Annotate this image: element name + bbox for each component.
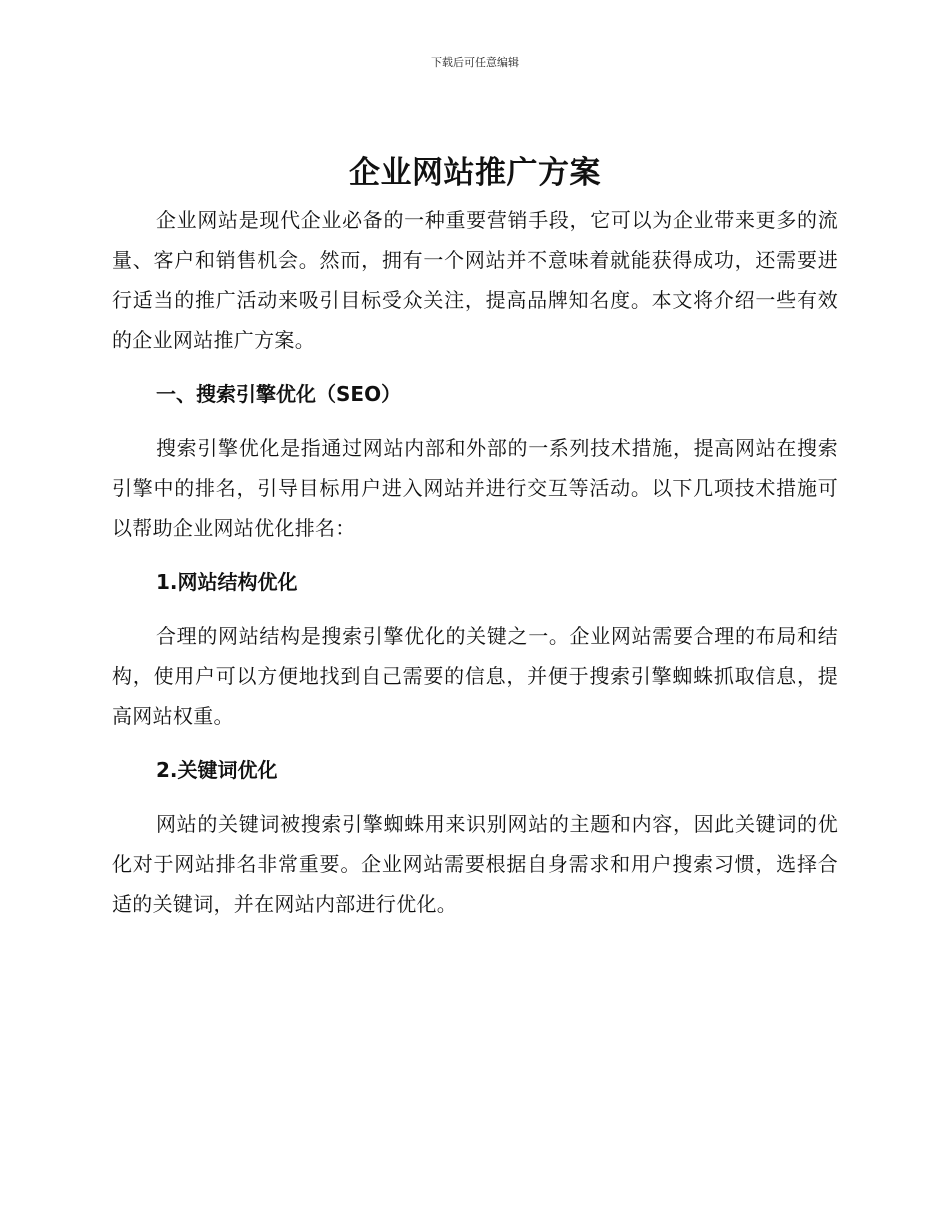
document-title: 企业网站推广方案 bbox=[349, 155, 601, 191]
subsection-heading-keywords: 2.关键词优化 bbox=[156, 758, 278, 782]
intro-paragraph: 企业网站是现代企业必备的一种重要营销手段，它可以为企业带来更多的流量、客户和销售机会。然而，拥有一个网站并不意味着就能获得成功，还需要进行适当的推广活动来吸引目标受众关注，提高品牌知名度。本文将介绍一些有效的企业网站推广方案。 bbox=[112, 208, 838, 352]
section-heading-seo: 一、搜索引擎优化（SEO） bbox=[156, 382, 402, 406]
document-body bbox=[112, 150, 838, 924]
subsection-heading-structure: 1.网站结构优化 bbox=[156, 570, 298, 594]
section-seo-paragraph: 搜索引擎优化是指通过网站内部和外部的一系列技术措施，提高网站在搜索引擎中的排名，引导目标用户进入网站并进行交互等活动。以下几项技术措施可以帮助企业网站优化排名： bbox=[112, 436, 838, 540]
subsection-keywords-paragraph: 网站的关键词被搜索引擎蜘蛛用来识别网站的主题和内容，因此关键词的优化对于网站排名非常重要。企业网站需要根据自身需求和用户搜索习惯，选择合适的关键词，并在网站内部进行优化。 bbox=[112, 812, 838, 916]
subsection-structure-paragraph: 合理的网站结构是搜索引擎优化的关键之一。企业网站需要合理的布局和结构，使用户可以方便地找到自己需要的信息，并便于搜索引擎蜘蛛抓取信息，提高网站权重。 bbox=[112, 624, 838, 728]
header-note: 下载后可任意编辑 bbox=[431, 56, 519, 69]
